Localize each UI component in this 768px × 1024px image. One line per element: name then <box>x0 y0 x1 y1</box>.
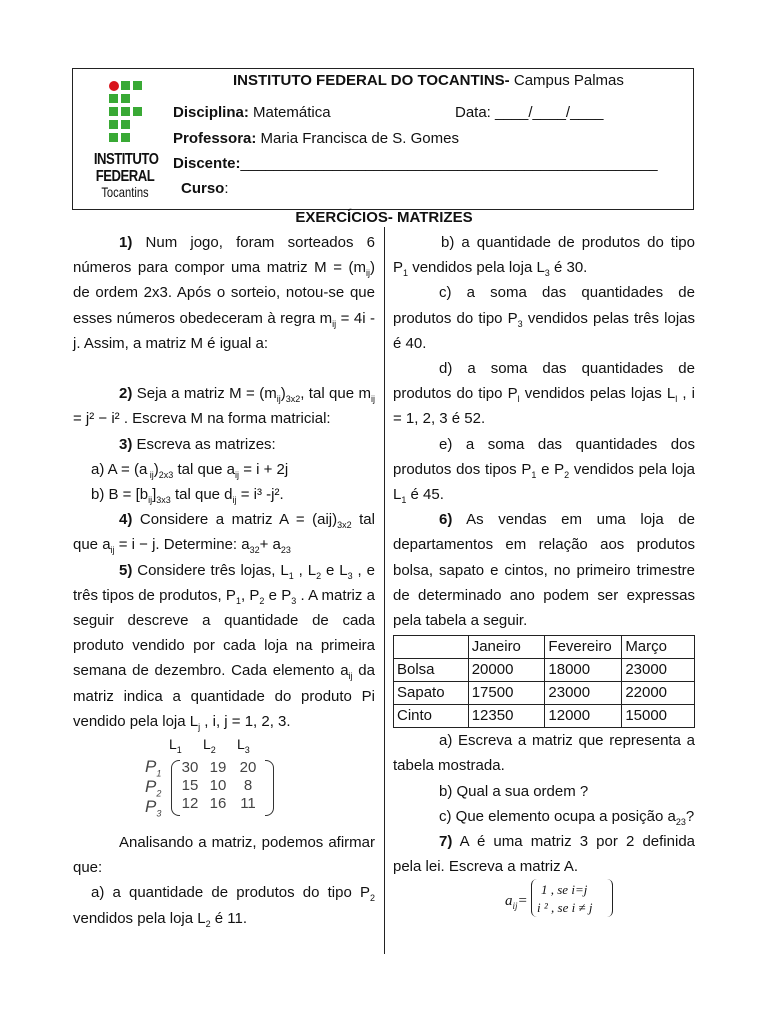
matrix-cell: 19 <box>209 759 227 777</box>
right-bracket <box>265 760 274 816</box>
question-1: 1) Num jogo, foram sorteados 6 números para compor uma matriz $M = (m_{ij})$ de ordem 2x3. Após o sorteio, notou-se que esses números obedeceram à regra $m_{ij} = 4i$ -j. Assim, a matriz M é igual a: <box>73 234 376 352</box>
logo-text: INSTITUTO FEDERAL Tocantins <box>93 151 159 200</box>
formula-case-1: 1 , se i=j <box>541 882 588 898</box>
right-column <box>393 230 695 923</box>
question-5: 5) Considere três lojas, $L_1$ , $L_2$ e $L_3$ , e três tipos de produtos, $P_1$, $P_2$ e $P_3$ . A matriz a seguir descreve a quantidade de cada produto vendido por cada loja na primeira semana de dezembro. Cada elemento $a_{ij}$ da matriz indica a quantidade do produto Pi vendido pela loja $L_j$ , i, j = 1, 2, 3. <box>73 561 375 732</box>
table-cell: Sapato <box>394 682 469 705</box>
professora-line: Professora: Maria Francisca de S. Gomes <box>173 130 459 147</box>
table-row <box>394 682 695 705</box>
sales-matrix <box>73 734 375 830</box>
matrix-cell: 10 <box>209 777 227 795</box>
table-cell: Bolsa <box>394 659 469 682</box>
matrix-col-label: $L_1$ <box>169 736 182 755</box>
question-3-a: a) A = (a $_{ij})_{2x3}$ tal que $a_{ij} = i + 2j$ <box>91 460 289 480</box>
table-cell: 12350 <box>468 705 545 728</box>
table-row <box>394 659 695 682</box>
table-cell: 18000 <box>545 659 622 682</box>
table-cell: 12000 <box>545 705 622 728</box>
curso-line: Curso: <box>181 180 229 197</box>
table-header: Fevereiro <box>545 636 622 659</box>
institute-logo <box>87 79 163 204</box>
matrix-cell: 11 <box>240 795 256 813</box>
table-cell: 23000 <box>545 682 622 705</box>
left-column <box>73 230 375 931</box>
table-cell: Cinto <box>394 705 469 728</box>
matrix-col-label: $L_3$ <box>237 736 250 755</box>
question-5-option-e: e) a soma das quantidades dos produtos dos tipos $P_1$ e $P_2$ vendidos pela loja $L_1$ é 45. <box>393 435 695 506</box>
disciplina-line: Disciplina: Matemática <box>173 104 331 121</box>
formula-lhs: $a_{ij}=$ <box>505 893 528 912</box>
question-6-c: c) Que elemento ocupa a posição $a_{23}$? <box>439 807 695 827</box>
matrix-cell: 15 <box>181 777 199 795</box>
column-divider <box>384 227 385 954</box>
question-6: 6) As vendas em uma loja de departamentos em relação aos produtos bolsa, sapato e cintos, no primeiro trimestre de determinado ano podem ser expressas pela tabela a seguir. <box>393 511 695 630</box>
question-5-option-b: b) a quantidade de produtos do tipo $P_1$ vendidos pela loja $L_3$ é 30. <box>393 234 695 279</box>
matrix-cell: 8 <box>243 777 253 795</box>
question-5-option-d: d) a soma das quantidades de produtos do tipo $P_l$ vendidos pelas lojas $L_l$ , i = 1, 2, 3 é 52. <box>393 360 696 428</box>
formula-right-brace <box>607 879 613 917</box>
matrix-grid <box>145 754 275 820</box>
question-5-option-c: c) a soma das quantidades de produtos do tipo $P_3$ vendidos pelas três lojas é 40. <box>393 284 695 352</box>
table-header: Janeiro <box>468 636 545 659</box>
matrix-cell: 30 <box>181 759 199 777</box>
sales-table <box>393 635 695 728</box>
header-box <box>72 68 694 210</box>
matrix-row-label: $P_1$ <box>145 757 162 779</box>
question-7: 7) A é uma matriz 3 por 2 definida pela lei. Escreva a matriz A. <box>393 833 695 876</box>
matrix-row-label: $P_2$ <box>145 777 162 799</box>
question-2: 2) Seja a matriz $M = (m_{ij})_{3x2}$, tal que $m_{ij} = j^2 - i^2$ . Escreva M na forma matricial: <box>73 385 375 428</box>
table-cell: 23000 <box>622 659 695 682</box>
table-header: Março <box>622 636 695 659</box>
question-6-b: b) Qual a sua ordem ? <box>439 782 589 800</box>
table-header-row <box>394 636 695 659</box>
date-field: Data: ____/____/____ <box>455 104 604 121</box>
matrix-cell: 12 <box>181 795 199 813</box>
table-cell: 15000 <box>622 705 695 728</box>
matrix-cell: 16 <box>209 795 227 813</box>
question-3-b: b) $B = [b_{ij}]_{3x3}$ tal que $d_{ij} = i^3$ -j². <box>91 486 284 506</box>
logo-red-dot <box>109 81 119 91</box>
matrix-cell: 20 <box>239 759 257 777</box>
page-title: EXERCÍCIOS- MATRIZES <box>295 209 473 226</box>
matrix-row-label: $P_3$ <box>145 797 162 819</box>
institute-line: INSTITUTO FEDERAL DO TOCANTINS- Campus Palmas <box>233 72 624 89</box>
table-cell: 17500 <box>468 682 545 705</box>
question-5-analysis: Analisando a matriz, podemos afirmar que: <box>73 834 375 877</box>
question-3: 3) Escreva as matrizes: <box>119 435 276 453</box>
table-cell <box>394 636 469 659</box>
question-5-option-a: a) a quantidade de produtos do tipo $P_2$ vendidos pela loja $L_2$ é 11. <box>73 884 375 929</box>
table-cell: 20000 <box>468 659 545 682</box>
matrix-col-label: $L_2$ <box>203 736 216 755</box>
formula-case-2: i ² , se i ≠ j <box>537 900 593 916</box>
question-4: 4) Considere a matriz $A = (aij)_{3x2}$ tal que $a_{ij} = i - j$. Determine: $a_{32}+ a_{23}$ <box>73 511 375 556</box>
question-6-a: a) Escreva a matriz que representa a tabela mostrada. <box>393 732 695 775</box>
piecewise-formula <box>393 879 695 923</box>
discente-line: Discente:__________________________________________________ <box>173 155 658 172</box>
table-cell: 22000 <box>622 682 695 705</box>
table-row <box>394 705 695 728</box>
